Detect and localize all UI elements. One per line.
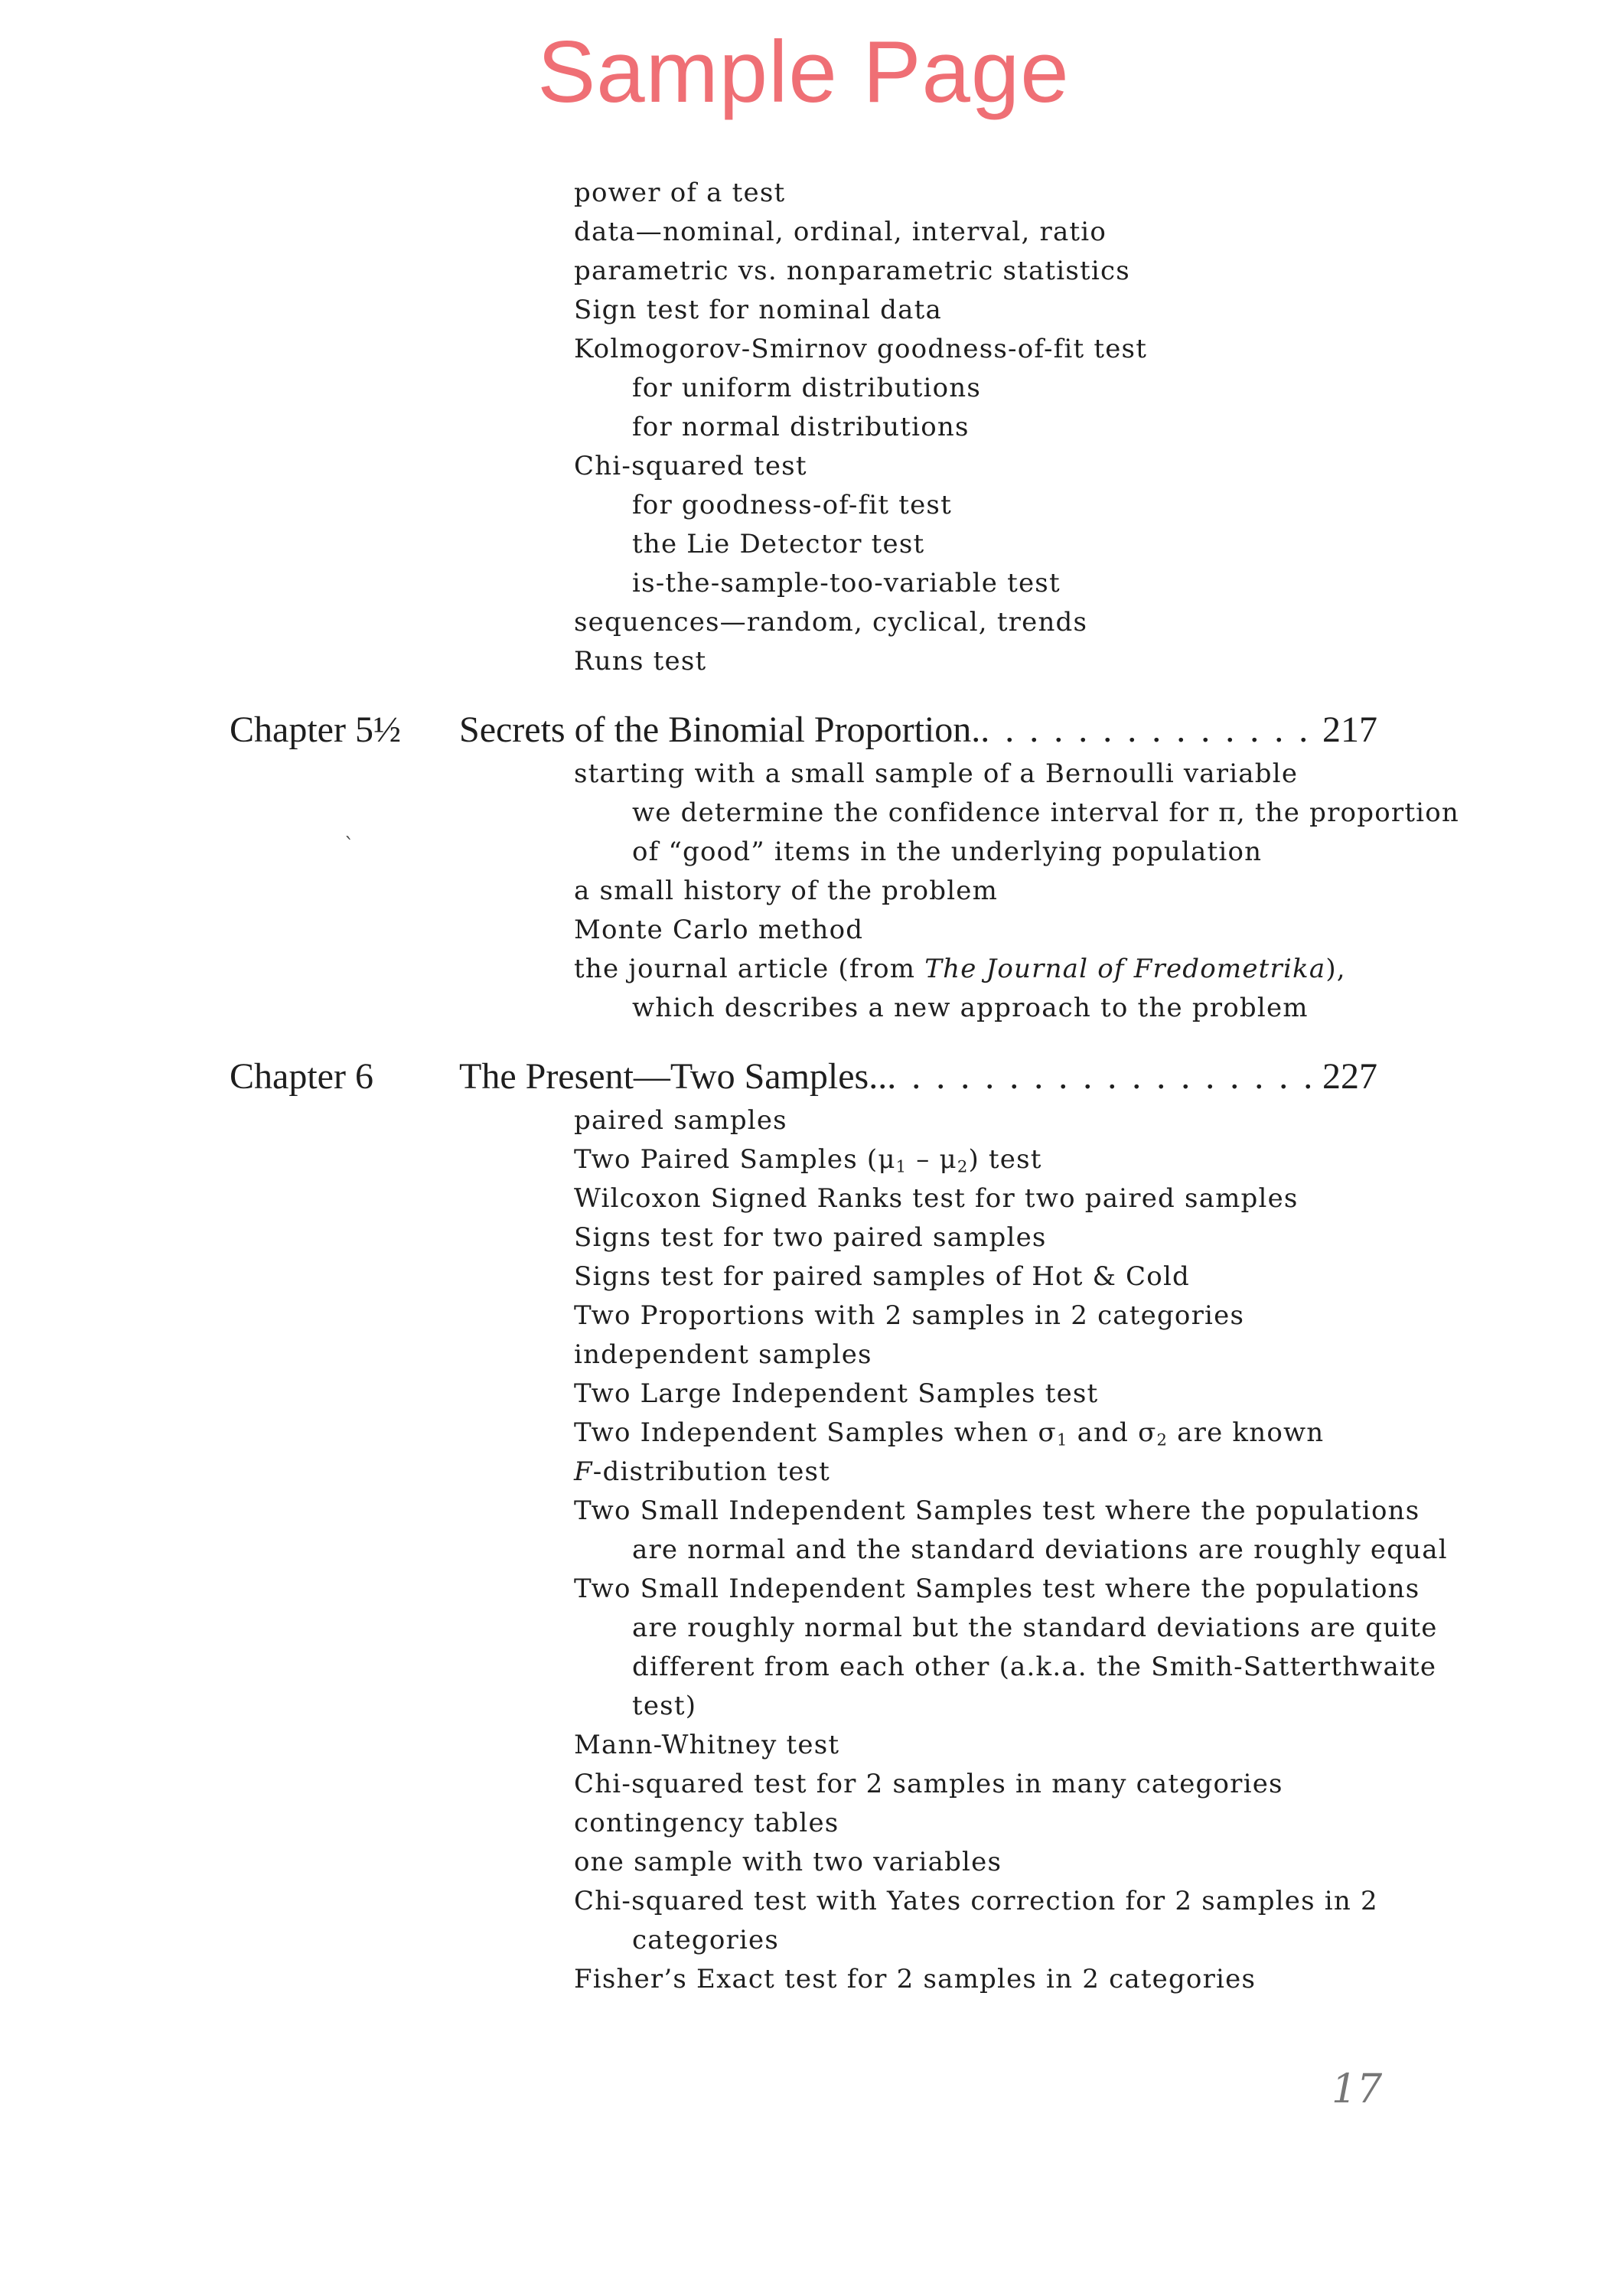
chapter-6-heading: [0, 1052, 1607, 1101]
stray-mark: `: [344, 834, 354, 857]
toc-entry: Signs test for two paired samples: [574, 1222, 1047, 1253]
toc-entry-journal-article: the journal article (from The Journal of Fredometrika),: [574, 954, 1346, 984]
toc-entry: test): [632, 1691, 697, 1721]
toc-entry: Sign test for nominal data: [574, 295, 942, 325]
toc-entry: Kolmogorov-Smirnov goodness-of-fit test: [574, 334, 1148, 364]
toc-entry-paired-mu: Two Paired Samples $(\mu_1 - \mu_2)$ test: [574, 1144, 1042, 1176]
dot-leader: [887, 1052, 1318, 1101]
toc-entry: power of a test: [574, 178, 786, 208]
toc-entry: Chi-squared test: [574, 451, 807, 481]
toc-entry: one sample with two variables: [574, 1847, 1002, 1877]
toc-entry: Two Proportions with 2 samples in 2 categories: [574, 1300, 1245, 1331]
toc-entry: different from each other (a.k.a. the Smith-Satterthwaite: [632, 1652, 1437, 1682]
chapter-6-list-1: [0, 1101, 1607, 1140]
toc-entry: Two Large Independent Samples test: [574, 1378, 1099, 1409]
toc-entry: paired samples: [574, 1105, 787, 1136]
toc-entry: sequences—random, cyclical, trends: [574, 607, 1088, 638]
sample-page-watermark: Sample Page: [537, 24, 1070, 121]
toc-entry: a small history of the problem: [574, 876, 999, 906]
chapter-number: Chapter 5½: [230, 709, 401, 750]
toc-entry: the Lie Detector test: [632, 529, 925, 559]
toc-entry: Fisher’s Exact test for 2 samples in 2 categories: [574, 1964, 1257, 1994]
toc-entry: data—nominal, ordinal, interval, ratio: [574, 217, 1107, 247]
toc-entry: parametric vs. nonparametric statistics: [574, 256, 1130, 286]
toc-content: [0, 174, 1607, 1999]
toc-entry: is-the-sample-too-variable test: [632, 568, 1061, 598]
toc-entry: independent samples: [574, 1339, 872, 1370]
toc-entry: for normal distributions: [632, 412, 970, 442]
toc-entry: Chi-squared test with Yates correction for 2 samples in 2: [574, 1886, 1378, 1916]
toc-entry: are normal and the standard deviations are roughly equal: [632, 1534, 1448, 1565]
chapter-title: The Present—Two Samples..: [459, 1056, 888, 1097]
toc-entry: Mann-Whitney test: [574, 1730, 840, 1760]
dot-leader: [980, 706, 1318, 755]
chapter-6-list-3: [0, 1492, 1607, 1999]
toc-entry-sigma: Two Independent Samples when $\sigma_1$ and $\sigma_2$ are known: [574, 1417, 1325, 1450]
journal-title: The Journal of Fredometrika: [924, 954, 1326, 984]
toc-entry: Monte Carlo method: [574, 915, 864, 945]
chapter-5-5-list: [0, 755, 1607, 950]
toc-entry: Runs test: [574, 646, 707, 677]
chapter-number: Chapter 6: [230, 1056, 373, 1097]
toc-entry: we determine the confidence interval for π, the proportion: [632, 797, 1460, 828]
chapter-5-5-heading: [0, 706, 1607, 755]
toc-entry: contingency tables: [574, 1808, 839, 1838]
toc-entry: Chi-squared test for 2 samples in many categories: [574, 1769, 1283, 1799]
toc-entry: for uniform distributions: [632, 373, 982, 403]
page-number: 17: [1332, 2066, 1383, 2112]
chapter-title: Secrets of the Binomial Proportion.: [459, 709, 981, 750]
toc-entry-f-distribution: F-distribution test: [574, 1456, 831, 1487]
toc-entry: Signs test for paired samples of Hot & Cold: [574, 1261, 1190, 1292]
chapter-page-number: 227: [1322, 1056, 1377, 1097]
chapter-6-list-2: [0, 1179, 1607, 1414]
toc-entry: starting with a small sample of a Bernoulli variable: [574, 758, 1299, 789]
toc-entry: are roughly normal but the standard deviations are quite: [632, 1613, 1438, 1643]
toc-entry: Wilcoxon Signed Ranks test for two paired samples: [574, 1183, 1299, 1214]
section-a-list: [0, 174, 1607, 681]
chapter-page-number: 217: [1322, 709, 1377, 750]
toc-entry: which describes a new approach to the problem: [632, 993, 1309, 1023]
toc-entry: for goodness-of-fit test: [632, 490, 952, 520]
toc-entry: Two Small Independent Samples test where the populations: [574, 1574, 1420, 1604]
toc-entry: Two Small Independent Samples test where the populations: [574, 1495, 1420, 1526]
toc-entry: categories: [632, 1925, 780, 1955]
toc-entry: of “good” items in the underlying population: [632, 837, 1263, 867]
